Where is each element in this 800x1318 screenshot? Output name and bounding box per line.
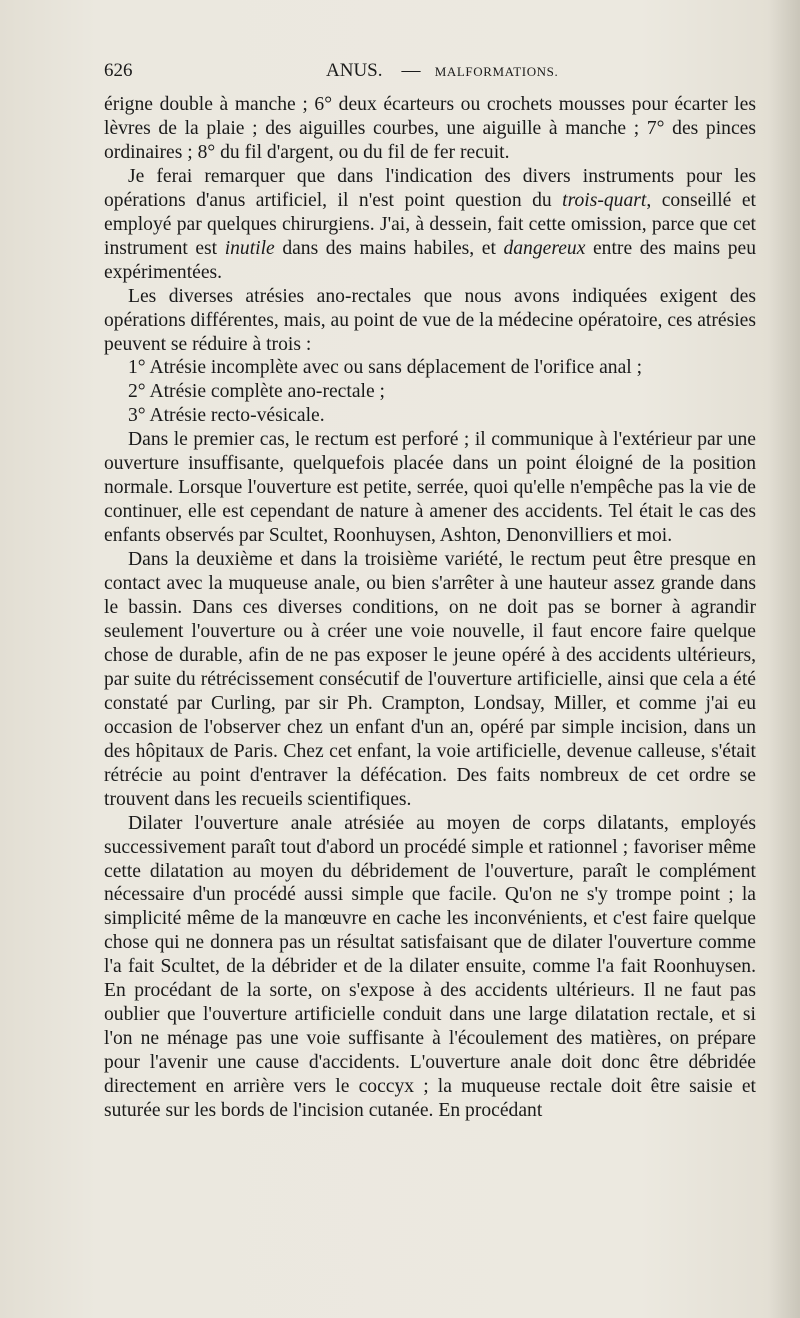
running-separator: — [401,60,421,81]
list-item-2: 2° Atrésie complète ano-rectale ; [128,381,385,403]
running-subtitle: MALFORMATIONS. [434,64,559,79]
paragraph-4: Dans le premier cas, le rectum est perforé ; il communique à l'extérieur par une ouverture insuffisante, quelquefois placée dans un point éloigné de la position normale. Lorsque l'ouverture est petite, serrée, quoi qu'elle n'empêche pas la vie de continuer, elle est cependant de nature à amener des accidents. Tel était le cas des enfants observés par Scultet, Roonhuysen, Ashton, Denonvilliers et moi. [104,429,756,547]
paragraph-1: érigne double à manche ; 6° deux écarteurs ou crochets mousses pour écarter les lèvres de la plaie ; des aiguilles courbes, une aiguille à manche ; 7° des pinces ordinaires ; 8° du fil d'argent, ou du fil de fer recuit. [104,94,756,163]
page-number: 626 [104,60,133,81]
paragraph-3: Les diverses atrésies ano-rectales que nous avons indiquées exigent des opérations différentes, mais, au point de vue de la médecine opératoire, ces atrésies peuvent se réduire à trois : [104,285,756,355]
list-item-1: 1° Atrésie incomplète avec ou sans déplacement de l'orifice anal ; [128,357,643,379]
term-inutile: inutile [224,237,275,259]
paragraph-6: Dilater l'ouverture anale atrésiée au moyen de corps dilatants, employés successivement paraît tout d'abord un procédé simple et rationnel ; favoriser même cette dilatation au moyen du débridement de l'ouverture, paraît le complément nécessaire d'un procédé aussi simple que facile. Qu'on ne s'y trompe point ; la simplicité même de la manœuvre en cache les inconvénients, et c'est faire quelque chose qui ne donnera pas un résultat satisfaisant que de dilater l'ouverture comme l'a fait Scultet, de la débrider et de la dilater ensuite, comme l'a fait Roonhuysen. En procédant de la sorte, on s'expose à des accidents ultérieurs. Il ne faut pas oublier que l'ouverture artificielle conduit dans une large dilatation rectale, et si l'on ne ménage pas une voie suffisante à l'écoulement des matières, on prépare pour l'avenir une cause d'accidents. L'ouverture anale doit donc être débridée directement en arrière vers le coccyx ; la muqueuse rectale doit être saisie et suturée sur les bords de l'incision cutanée. En procédant [104,812,756,1122]
page-header [104,60,764,86]
term-trois-quart: trois-quart [562,189,647,211]
list-item-3: 3° Atrésie recto-vésicale. [128,405,325,427]
term-dangereux: dangereux [503,237,586,259]
paragraph-2: Je ferai remarquer que dans l'indication des divers instruments pour les opérations d'anus artificiel, il n'est point question du trois-quart, conseillé et employé par quelques chirurgiens. J'ai, à dessein, fait cette omission, parce que cet instrument est inutile dans des mains habiles, et dangereux entre des mains peu expérimentées. [104,165,757,283]
running-head [326,60,558,82]
body-text [104,93,756,1123]
running-title: ANUS. [326,60,383,81]
paragraph-5: Dans la deuxième et dans la troisième variété, le rectum peut être presque en contact avec la muqueuse anale, ou bien s'arrêter à une hauteur assez grande dans le bassin. Dans ces diverses conditions, on ne doit pas se borner à agrandir seulement l'ouverture ou à créer une voie nouvelle, il faut encore faire quelque chose de durable, afin de ne pas exposer le jeune opéré à des accidents ultérieurs, par suite du rétrécissement consécutif de l'ouverture artificielle, ainsi que cela a été constaté par Curling, par sir Ph. Crampton, Londsay, Miller, et comme j'ai eu occasion de l'observer chez un enfant d'un an, opéré par simple incision, dans un des hôpitaux de Paris. Chez cet enfant, la voie artificielle, devenue calleuse, s'était rétrécie au point d'entraver la défécation. Des faits nombreux de cet ordre se trouvent dans les recueils scientifiques. [104,549,756,810]
